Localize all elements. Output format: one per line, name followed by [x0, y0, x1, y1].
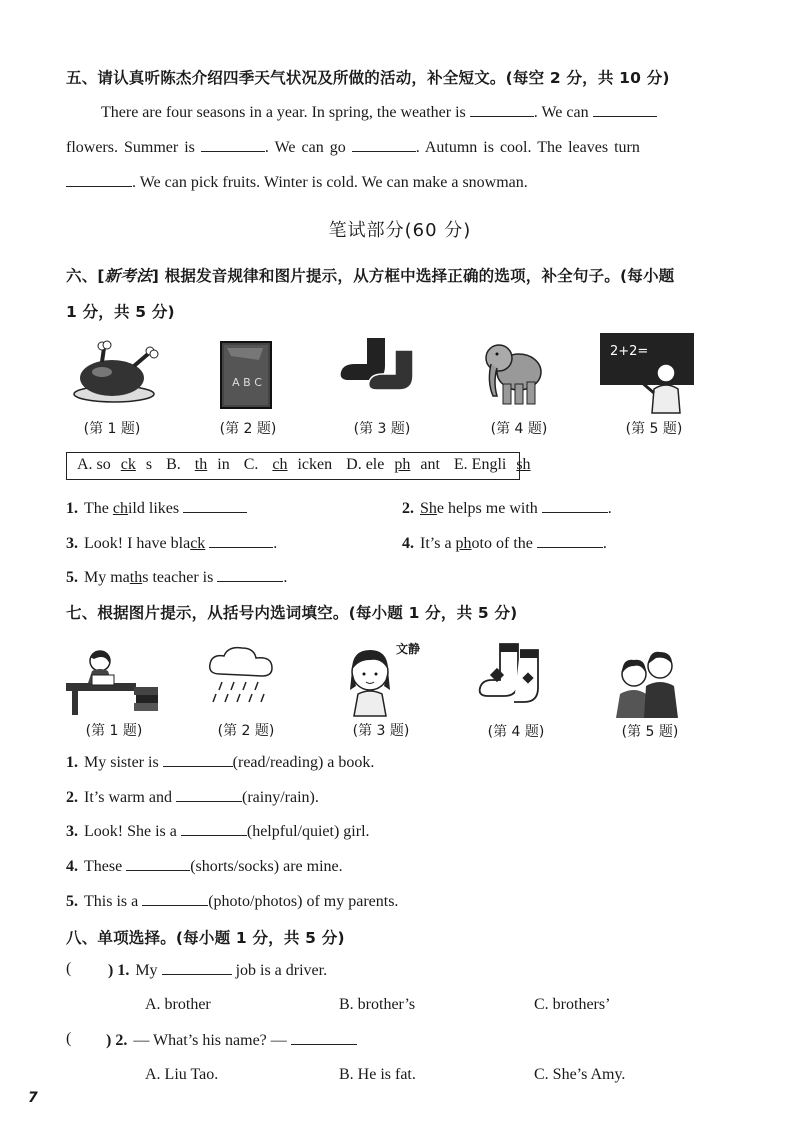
text: (read/reading) a book. — [232, 754, 375, 771]
patterned-socks-icon — [478, 640, 552, 714]
s8-q1-option-a[interactable]: A. brother — [145, 996, 211, 1013]
caption: (第 5 题) — [625, 421, 683, 437]
answer-blank[interactable] — [66, 172, 132, 187]
s6-question-2 — [402, 498, 612, 518]
section5-title: 五、请认真听陈杰介绍四季天气状况及所做的活动，补全短文。(每空 2 分，共 10 分) — [66, 69, 670, 87]
question-number: 4. — [66, 858, 78, 875]
text: ild likes — [127, 500, 180, 517]
text: ch — [112, 500, 128, 517]
answer-blank[interactable] — [291, 1030, 357, 1045]
text: oto of the — [471, 535, 533, 552]
text: — What’s his name? — — [133, 1032, 287, 1049]
abc-book-icon — [219, 340, 275, 410]
written-part-title: 笔试部分(60 分) — [328, 220, 472, 241]
s8-q1-paren-open: ( — [66, 960, 72, 977]
s8-q1-option-c[interactable]: C. brothers’ — [534, 996, 611, 1013]
text: ck — [190, 535, 206, 552]
question-number: ) 2. — [106, 1032, 128, 1049]
quiet-label: 文静 — [396, 642, 421, 656]
question-number: 5. — [66, 893, 78, 910]
text: in — [217, 456, 230, 473]
caption: (第 1 题) — [85, 723, 143, 739]
text: It’s warm and — [84, 789, 172, 806]
text: The — [84, 500, 113, 517]
answer-blank[interactable] — [142, 891, 208, 906]
answer-blank[interactable] — [470, 102, 534, 117]
s8-q2-option-a[interactable]: A. Liu Tao. — [145, 1066, 219, 1083]
section7-title: 七、根据图片提示，从括号内选词填空。(每小题 1 分，共 5 分) — [66, 604, 518, 622]
question-number: 5. — [66, 569, 78, 586]
answer-blank[interactable] — [593, 102, 657, 117]
s8-q2-option-b[interactable]: B. He is fat. — [339, 1066, 416, 1083]
teacher-blackboard-icon — [600, 333, 698, 415]
question-number: 2. — [402, 500, 414, 517]
answer-blank[interactable] — [542, 498, 608, 513]
question-number: ) 1. — [108, 962, 130, 979]
options-box — [66, 452, 531, 480]
s7-question-3 — [66, 821, 370, 841]
text: (rainy/rain). — [241, 789, 319, 806]
section5-line1 — [101, 102, 657, 122]
caption: (第 3 题) — [352, 723, 410, 739]
text: This is a — [84, 893, 139, 910]
text: My — [135, 962, 158, 979]
roast-chicken-icon — [72, 340, 162, 406]
section6-title-line2: 1 分，共 5 分) — [66, 303, 175, 321]
s6-question-3 — [66, 533, 277, 553]
text: th — [194, 456, 208, 473]
caption: (第 3 题) — [353, 421, 411, 437]
text: (photo/photos) of my parents. — [208, 893, 399, 910]
text: These — [84, 858, 123, 875]
question-number: 4. — [402, 535, 414, 552]
text: Look! She is a — [84, 823, 177, 840]
answer-blank[interactable] — [126, 856, 190, 871]
option-c — [244, 456, 332, 473]
answer-blank[interactable] — [162, 960, 232, 975]
book-cover-text: A B C — [232, 376, 262, 389]
question-number: 3. — [66, 535, 78, 552]
text: (helpful/quiet) girl. — [246, 823, 370, 840]
caption: (第 2 题) — [217, 723, 275, 739]
board-text: 2+2= — [610, 344, 649, 359]
s7-question-5 — [66, 891, 398, 911]
text: . — [602, 535, 607, 552]
answer-blank[interactable] — [209, 533, 273, 548]
caption: (第 1 题) — [83, 421, 141, 437]
answer-blank[interactable] — [163, 752, 233, 767]
option-e — [454, 456, 541, 473]
text: A. so — [77, 456, 111, 473]
section6-title — [66, 264, 674, 286]
text: (shorts/socks) are mine. — [190, 858, 343, 875]
answer-blank[interactable] — [352, 137, 416, 152]
s8-q2-option-c[interactable]: C. She’s Amy. — [534, 1066, 626, 1083]
caption: (第 5 题) — [621, 724, 679, 740]
text: s — [145, 456, 153, 473]
text: . We can go — [264, 139, 346, 156]
answer-blank[interactable] — [176, 787, 242, 802]
text: ph — [394, 456, 411, 473]
page-number: 7 — [28, 1090, 38, 1106]
s6-question-5 — [66, 567, 287, 587]
text: e helps me with — [436, 500, 538, 517]
girl-reading-icon — [66, 643, 162, 717]
text: . — [283, 569, 288, 586]
elephant-icon — [481, 336, 547, 408]
s6-question-1 — [66, 498, 247, 518]
text: Look! I have bla — [84, 535, 191, 552]
caption: (第 4 题) — [490, 421, 548, 437]
s8-question-2 — [106, 1030, 357, 1050]
s7-question-1 — [66, 752, 374, 772]
text: C. — [243, 456, 263, 473]
caption: (第 4 题) — [487, 724, 545, 740]
text: ] 根据发音规律和图片提示，从方框中选择正确的选项，补全句子。(每小题 — [151, 267, 675, 285]
s8-q2-paren-open: ( — [66, 1030, 72, 1047]
answer-blank[interactable] — [537, 533, 603, 548]
new-method-tag: 新考法 — [104, 267, 152, 285]
option-b — [166, 456, 230, 473]
text: flowers. Summer is — [66, 139, 195, 156]
text: . Autumn is cool. The leaves turn — [415, 139, 640, 156]
text: th — [129, 569, 143, 586]
option-a — [77, 456, 152, 473]
text: There are four seasons in a year. In spring, the weather is — [101, 104, 466, 121]
text: Sh — [420, 500, 437, 517]
answer-blank[interactable] — [201, 137, 265, 152]
rain-cloud-icon — [206, 644, 278, 710]
section8-title: 八、单项选择。(每小题 1 分，共 5 分) — [66, 929, 345, 947]
text: . — [273, 535, 278, 552]
text: ant — [420, 456, 440, 473]
caption: (第 2 题) — [219, 421, 277, 437]
section5-line3 — [66, 172, 528, 192]
option-d — [346, 456, 440, 473]
question-number: 2. — [66, 789, 78, 806]
text: icken — [297, 456, 333, 473]
text: ck — [120, 456, 136, 473]
question-number: 3. — [66, 823, 78, 840]
text: D. ele — [346, 456, 385, 473]
text: 六、[ — [66, 267, 105, 285]
text: ph — [455, 535, 472, 552]
text: . We can pick fruits. Winter is cold. We can make a snowman. — [132, 174, 528, 191]
text: B. — [166, 456, 185, 473]
text: It’s a — [420, 535, 456, 552]
answer-blank[interactable] — [183, 498, 247, 513]
socks-icon — [337, 336, 429, 396]
s8-question-1 — [108, 960, 327, 980]
s7-question-4 — [66, 856, 343, 876]
section5-line2 — [66, 137, 640, 157]
s8-q1-option-b[interactable]: B. brother’s — [339, 996, 416, 1013]
text: ch — [272, 456, 288, 473]
text: s teacher is — [142, 569, 214, 586]
answer-blank[interactable] — [217, 567, 283, 582]
parents-photo-icon — [610, 644, 684, 718]
answer-blank[interactable] — [181, 821, 247, 836]
text: sh — [516, 456, 531, 473]
question-number: 1. — [66, 754, 78, 771]
text: E. Engli — [453, 456, 507, 473]
text: . — [607, 500, 612, 517]
text: My sister is — [84, 754, 159, 771]
s6-question-4 — [402, 533, 607, 553]
quiet-girl-icon — [342, 642, 402, 718]
text: . We can — [533, 104, 589, 121]
text: My ma — [84, 569, 130, 586]
text: job is a driver. — [235, 962, 328, 979]
s7-question-2 — [66, 787, 319, 807]
question-number: 1. — [66, 500, 78, 517]
